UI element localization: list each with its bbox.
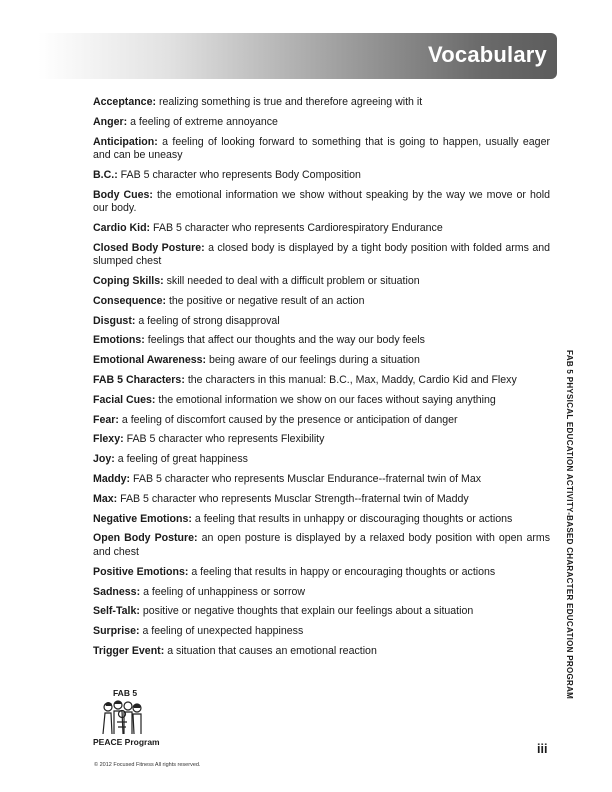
vocabulary-term: Sadness:	[93, 585, 141, 598]
vocabulary-term: Cardio Kid:	[93, 221, 151, 234]
vocabulary-definition: FAB 5 character who represents Flexibility	[126, 433, 325, 446]
vocabulary-entry	[93, 625, 550, 639]
vocabulary-term: Open Body Posture:	[93, 532, 198, 545]
vocabulary-term: Consequence:	[93, 294, 166, 307]
vocabulary-definition: the characters in this manual: B.C., Max, Maddy, Cardio Kid and Flexy	[187, 374, 517, 387]
copyright-notice: © 2012 Focused Fitness All rights reserved.	[94, 762, 201, 768]
vocabulary-term: Max:	[93, 492, 118, 505]
vocabulary-entry	[93, 315, 550, 329]
vocabulary-entry	[93, 334, 550, 348]
vocabulary-entry	[93, 513, 550, 527]
vocabulary-term: Joy:	[93, 453, 115, 466]
vocabulary-definition: a feeling of extreme annoyance	[130, 115, 278, 128]
fab5-logo	[93, 688, 163, 747]
vocabulary-definition: FAB 5 character who represents Body Composition	[120, 168, 361, 181]
vocabulary-entry	[93, 433, 550, 447]
vocabulary-definition: FAB 5 character who represents Musclar Strength--fraternal twin of Maddy	[120, 492, 469, 505]
vocabulary-term: B.C.:	[93, 168, 118, 181]
vocabulary-term: Emotions:	[93, 334, 145, 347]
vocabulary-term: Emotional Awareness:	[93, 354, 207, 367]
vocabulary-entry	[93, 493, 550, 507]
vocabulary-definition: feelings that affect our thoughts and the way our body feels	[147, 334, 425, 347]
vocabulary-term: Positive Emotions:	[93, 565, 189, 578]
vocabulary-entry	[93, 275, 550, 289]
vocabulary-definition: a feeling that results in happy or encouraging thoughts or actions	[191, 565, 496, 578]
vocabulary-entry	[93, 374, 550, 388]
vocabulary-term: Anger:	[93, 115, 128, 128]
vocabulary-entry	[93, 473, 550, 487]
vocabulary-definition: skill needed to deal with a difficult problem or situation	[166, 275, 420, 288]
vocabulary-entry	[93, 169, 550, 183]
vocabulary-entry	[93, 222, 550, 236]
vocabulary-entry	[93, 242, 550, 269]
vocabulary-term: Maddy:	[93, 473, 131, 486]
vocabulary-definition: the emotional information we show without speaking by the way we move or hold our body.	[93, 188, 550, 215]
vocabulary-term: Negative Emotions:	[93, 512, 192, 525]
vocabulary-term: Facial Cues:	[93, 393, 156, 406]
vocabulary-term: Anticipation:	[93, 135, 158, 148]
vocabulary-entry	[93, 116, 550, 130]
vocabulary-term: Disgust:	[93, 314, 136, 327]
logo-top-text: FAB 5	[112, 688, 138, 698]
vocabulary-entry	[93, 532, 550, 559]
vocabulary-definition: realizing something is true and therefore agreeing with it	[158, 96, 423, 108]
page-title: Vocabulary	[428, 42, 547, 67]
vocabulary-entry	[93, 295, 550, 309]
vocabulary-definition: a feeling of strong disapproval	[138, 314, 280, 327]
characters-icon	[99, 700, 145, 736]
vocabulary-definition: a feeling of looking forward to something that is going to happen, usually eager and can be uneasy	[93, 135, 550, 162]
vocabulary-term: Acceptance:	[93, 96, 156, 108]
vocabulary-definition: the emotional information we show on our faces without saying anything	[158, 393, 496, 406]
logo-bottom-text: PEACE Program	[93, 737, 160, 747]
vocabulary-definition: a feeling of unhappiness or sorrow	[143, 585, 306, 598]
vocabulary-term: Trigger Event:	[93, 644, 165, 657]
vocabulary-definition: a feeling of unexpected happiness	[142, 625, 304, 638]
vocabulary-entry	[93, 189, 550, 216]
header-bar	[38, 33, 557, 79]
vocabulary-term: Fear:	[93, 413, 119, 426]
vocabulary-entry	[93, 605, 550, 619]
vocabulary-term: Surprise:	[93, 625, 140, 638]
vocabulary-entry	[93, 586, 550, 600]
vocabulary-entry	[93, 566, 550, 580]
vocabulary-entry	[93, 394, 550, 408]
vocabulary-definition: a feeling of great happiness	[117, 453, 248, 466]
vocabulary-definition: the positive or negative result of an action	[168, 294, 365, 307]
vocabulary-term: Coping Skills:	[93, 275, 164, 288]
vocabulary-entry	[93, 453, 550, 467]
vocabulary-entry	[93, 96, 550, 110]
vocabulary-definition: FAB 5 character who represents Cardiorespiratory Endurance	[153, 221, 443, 234]
vocabulary-definition: a feeling that results in unhappy or discouraging thoughts or actions	[194, 512, 513, 525]
vocabulary-term: Flexy:	[93, 433, 124, 446]
vocabulary-definition: being aware of our feelings during a situation	[209, 354, 420, 367]
vocabulary-entry	[93, 645, 550, 659]
vocabulary-term: FAB 5 Characters:	[93, 374, 185, 387]
vocabulary-entry	[93, 136, 550, 163]
vocabulary-list	[93, 96, 550, 665]
vocabulary-term: Body Cues:	[93, 188, 153, 201]
page-number: iii	[537, 742, 548, 756]
vocabulary-definition: a feeling of discomfort caused by the presence or anticipation of danger	[121, 413, 458, 426]
vocabulary-definition: an open posture is displayed by a relaxed body position with open arms and chest	[93, 532, 550, 558]
vocabulary-entry	[93, 354, 550, 368]
vocabulary-definition: FAB 5 character who represents Musclar Endurance--fraternal twin of Max	[133, 473, 482, 486]
vocabulary-definition: a closed body is displayed by a tight body position with folded arms and slumped chest	[93, 241, 550, 268]
vocabulary-definition: positive or negative thoughts that explain our feelings about a situation	[142, 605, 474, 618]
vocabulary-term: Closed Body Posture:	[93, 241, 205, 254]
side-title: FAB 5 PHYSICAL EDUCATION ACTIVITY-BASED CHARACTER EDUCATION PROGRAM	[565, 350, 574, 700]
vocabulary-term: Self-Talk:	[93, 605, 140, 618]
vocabulary-entry	[93, 414, 550, 428]
vocabulary-definition: a situation that causes an emotional reaction	[167, 644, 377, 657]
